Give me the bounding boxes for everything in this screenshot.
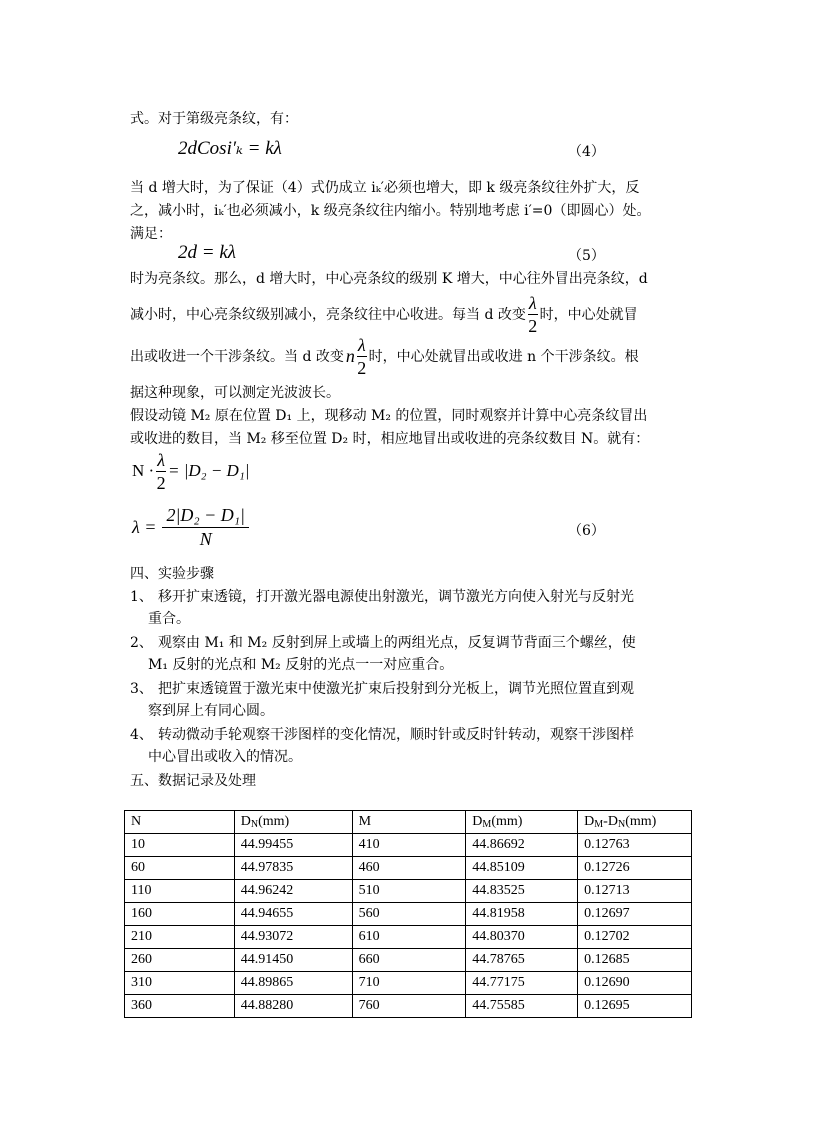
table-cell: 44.75585 bbox=[466, 995, 578, 1018]
text-line-2: 当 d 增大时，为了保证（4）式仍成立 iₖ′必须也增大，即 k 级亮条纹往外扩大，反 bbox=[130, 180, 640, 196]
list-item-line-1: 观察由 M₁ 和 M₂ 反射到屏上或墙上的两组光点，反复调节背面三个螺丝，使 bbox=[158, 635, 636, 651]
equation-5: 2d = kλ bbox=[178, 242, 236, 263]
list-item bbox=[130, 724, 690, 765]
fraction-equation-6 bbox=[162, 506, 249, 548]
table-cell: 160 bbox=[125, 903, 235, 926]
table-header-cell: $D_M(mm)$ bbox=[466, 811, 578, 834]
fraction-lambda-over-2-c bbox=[156, 451, 166, 492]
list-item-line-2: M₁ 反射的光点和 M₂ 反射的光点一一对应重合。 bbox=[148, 657, 454, 673]
fraction-denominator: 2 bbox=[156, 472, 166, 493]
table-row bbox=[125, 926, 692, 949]
list-item-number: 1、 bbox=[130, 589, 153, 605]
text-line-6b: 时，中心处就冒 bbox=[539, 307, 638, 323]
list-item-line-2: 察到屏上有同心圆。 bbox=[148, 703, 274, 719]
table-header-cell: M bbox=[352, 811, 466, 834]
table-cell: 44.89865 bbox=[234, 972, 352, 995]
list-item bbox=[130, 632, 690, 673]
fraction-lambda-over-2-b bbox=[357, 336, 367, 377]
table-cell: 0.12702 bbox=[578, 926, 692, 949]
data-table bbox=[124, 810, 692, 1018]
text-line-7a: 出或收进一个干涉条纹。当 d 改变 bbox=[130, 349, 344, 365]
text-line-3: 之，减小时，iₖ′也必须减小，k 级亮条纹往内缩小。特别地考虑 i′=0（即圆心）处。 bbox=[130, 203, 651, 219]
fraction-numerator: λ bbox=[357, 334, 366, 355]
equation-n-lambda bbox=[132, 448, 249, 494]
table-row bbox=[125, 857, 692, 880]
table-cell: 44.85109 bbox=[466, 857, 578, 880]
table-cell: 710 bbox=[352, 972, 466, 995]
equation-6-lhs: λ = bbox=[132, 516, 157, 537]
table-cell: 760 bbox=[352, 995, 466, 1018]
list-item bbox=[130, 678, 690, 719]
table-cell: 44.96242 bbox=[234, 880, 352, 903]
table-cell: 44.86692 bbox=[466, 834, 578, 857]
table-row bbox=[125, 903, 692, 926]
table-cell: 210 bbox=[125, 926, 235, 949]
table-cell: 660 bbox=[352, 949, 466, 972]
table-cell: 310 bbox=[125, 972, 235, 995]
table-cell: 460 bbox=[352, 857, 466, 880]
table-cell: 44.77175 bbox=[466, 972, 578, 995]
list-item-number: 4、 bbox=[130, 727, 153, 743]
table-cell: 0.12763 bbox=[578, 834, 692, 857]
table-cell: 260 bbox=[125, 949, 235, 972]
table-cell: 0.12690 bbox=[578, 972, 692, 995]
fraction-numerator: λ bbox=[528, 292, 537, 313]
equation-5-number: （5） bbox=[568, 248, 605, 264]
table-row bbox=[125, 995, 692, 1018]
text-line-6 bbox=[130, 292, 690, 336]
text-line-10: 或收进的数目，当 M₂ 移至位置 D₂ 时，相应地冒出或收进的亮条纹数目 N。就有： bbox=[130, 431, 650, 447]
table-cell: 0.12726 bbox=[578, 857, 692, 880]
list-item-number: 3、 bbox=[130, 681, 153, 697]
table-cell: 44.91450 bbox=[234, 949, 352, 972]
equation-4: 2dCosi′ₖ = kλ bbox=[178, 138, 282, 159]
table-cell: 360 bbox=[125, 995, 235, 1018]
equation-n-dot: N · bbox=[132, 461, 155, 480]
table-cell: 10 bbox=[125, 834, 235, 857]
table-cell: 44.93072 bbox=[234, 926, 352, 949]
list-item-line-1: 移开扩束透镜，打开激光器电源使出射激光，调节激光方向使入射光与反射光 bbox=[158, 589, 634, 605]
table-header-cell: $D_M-D_N(mm)$ bbox=[578, 811, 692, 834]
text-line-1: 式。对于第级亮条纹，有： bbox=[130, 111, 298, 127]
list-item-line-2: 重合。 bbox=[148, 611, 190, 627]
equation-6-number: （6） bbox=[568, 523, 605, 539]
fraction-denominator: N bbox=[162, 527, 249, 548]
table-cell: 44.99455 bbox=[234, 834, 352, 857]
table-header-cell: $D_N(mm)$ bbox=[234, 811, 352, 834]
text-line-7 bbox=[130, 334, 690, 378]
table-cell: 44.80370 bbox=[466, 926, 578, 949]
table-row bbox=[125, 949, 692, 972]
table-header-cell: N bbox=[125, 811, 235, 834]
table-cell: 410 bbox=[352, 834, 466, 857]
table-cell: 610 bbox=[352, 926, 466, 949]
section-heading-steps: 四、实验步骤 bbox=[130, 566, 214, 582]
table-cell: 510 bbox=[352, 880, 466, 903]
text-line-8: 据这种现象，可以测定光波波长。 bbox=[130, 385, 340, 401]
fraction-numerator: 2|D₂ − D₁| bbox=[166, 505, 246, 525]
section-heading-data: 五、数据记录及处理 bbox=[130, 773, 256, 789]
equation-4-number: （4） bbox=[568, 144, 605, 160]
list-item-line-1: 把扩束透镜置于激光束中使激光扩束后投射到分光板上，调节光照位置直到观 bbox=[158, 681, 634, 697]
table-cell: 44.94655 bbox=[234, 903, 352, 926]
table-cell: 44.88280 bbox=[234, 995, 352, 1018]
table-cell: 0.12697 bbox=[578, 903, 692, 926]
table-cell: 44.78765 bbox=[466, 949, 578, 972]
list-item-line-1: 转动微动手轮观察干涉图样的变化情况，顺时针或反时针转动，观察干涉图样 bbox=[158, 727, 634, 743]
fraction-lambda-over-2 bbox=[528, 294, 538, 335]
table-cell: 44.83525 bbox=[466, 880, 578, 903]
equation-6 bbox=[132, 503, 251, 551]
fraction-denominator: 2 bbox=[528, 315, 538, 336]
table-cell: 44.97835 bbox=[234, 857, 352, 880]
text-line-7b: 时，中心处就冒出或收进 n 个干涉条纹。根 bbox=[368, 349, 639, 365]
table-cell: 60 bbox=[125, 857, 235, 880]
text-line-6a: 减小时，中心亮条纹级别减小，亮条纹往中心收进。每当 d 改变 bbox=[130, 307, 526, 323]
variable-n: n bbox=[345, 345, 355, 366]
table-cell: 110 bbox=[125, 880, 235, 903]
text-line-5: 时为亮条纹。那么，d 增大时，中心亮条纹的级别 K 增大，中心往外冒出亮条纹，d bbox=[130, 271, 648, 287]
table-cell: 560 bbox=[352, 903, 466, 926]
fraction-numerator: λ bbox=[157, 449, 165, 470]
text-line-9: 假设动镜 M₂ 原在位置 D₁ 上，现移动 M₂ 的位置，同时观察并计算中心亮条纹冒出 bbox=[130, 408, 648, 424]
table-header-row bbox=[125, 811, 692, 834]
list-item-line-2: 中心冒出或收入的情况。 bbox=[148, 749, 302, 765]
fraction-denominator: 2 bbox=[357, 357, 367, 378]
text-line-4: 满足： bbox=[130, 226, 172, 242]
table-cell: 44.81958 bbox=[466, 903, 578, 926]
table-row bbox=[125, 880, 692, 903]
table-row bbox=[125, 972, 692, 995]
list-item-number: 2、 bbox=[130, 635, 153, 651]
list-item bbox=[130, 586, 690, 627]
table-row bbox=[125, 834, 692, 857]
table-cell: 0.12713 bbox=[578, 880, 692, 903]
table-cell: 0.12685 bbox=[578, 949, 692, 972]
equation-abs-diff: = |D₂ − D₁| bbox=[168, 461, 250, 480]
table-cell: 0.12695 bbox=[578, 995, 692, 1018]
